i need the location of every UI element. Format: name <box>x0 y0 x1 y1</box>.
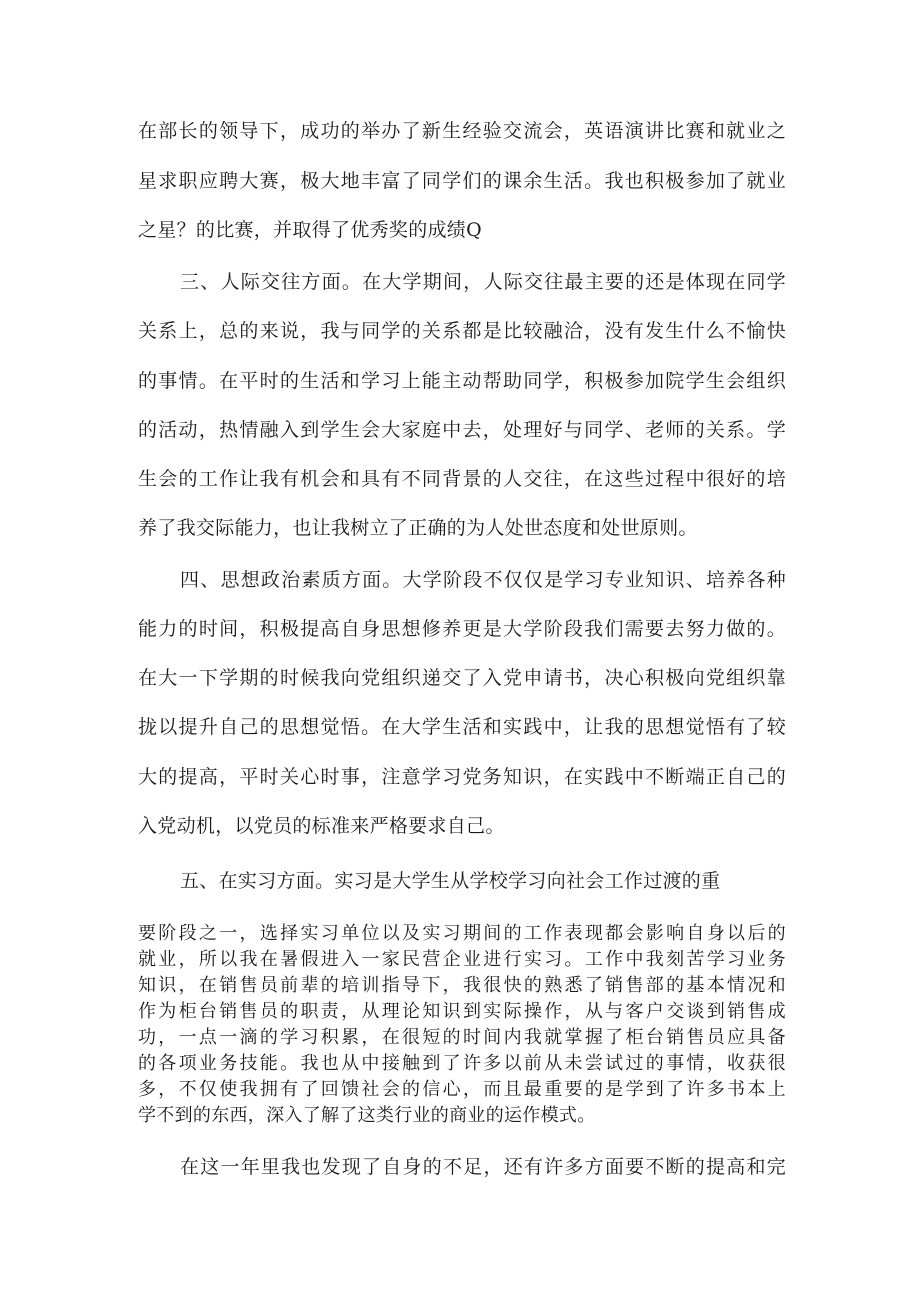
paragraph-line: 生会的工作让我有机会和具有不同背景的人交往，在这些过程中很好的培 <box>138 468 786 490</box>
paragraph-line: 的事情。在平时的生活和学习上能主动帮助同学，积极参加院学生会组织 <box>138 370 786 392</box>
paragraph-line: 拢以提升自己的思想觉悟。在大学生活和实践中，让我的思想觉悟有了较 <box>138 716 786 738</box>
paragraph-line: 星求职应聘大赛，极大地丰富了同学们的课余生活。我也积极参加了就业 <box>138 170 786 192</box>
paragraph-line: 要阶段之一，选择实习单位以及实习期间的工作表现都会影响自身以后的 <box>138 923 786 944</box>
paragraph-line: 入党动机，以党员的标准来严格要求自己。 <box>138 815 505 837</box>
paragraph-line: 的活动，热情融入到学生会大家庭中去，处理好与同学、老师的关系。学 <box>138 419 786 441</box>
paragraph-line: 能力的时间，积极提高自身思想修养更是大学阶段我们需要去努力做的。 <box>138 618 786 640</box>
paragraph-line: 知识，在销售员前辈的培训指导下，我很快的熟悉了销售部的基本情况和 <box>138 975 786 996</box>
paragraph-line: 功，一点一滴的学习积累，在很短的时间内我就掌握了柜台销售员应具备 <box>138 1027 786 1048</box>
paragraph-line: 关系上，总的来说，我与同学的关系都是比较融洽，没有发生什么不愉快 <box>138 320 786 342</box>
paragraph-line: 养了我交际能力，也让我树立了正确的为人处世态度和处世原则。 <box>138 517 698 539</box>
paragraph-line: 大的提高，平时关心时事，注意学习党务知识，在实践中不断端正自己的 <box>138 766 786 788</box>
paragraph-line: 的各项业务技能。我也从中接触到了许多以前从未尝试过的事情，收获很 <box>138 1053 786 1074</box>
paragraph-heading-line: 三、人际交往方面。在大学期间，人际交往最主要的还是体现在同学 <box>180 271 786 293</box>
paragraph-heading-line: 四、思想政治素质方面。大学阶段不仅仅是学习专业知识、培养各种 <box>180 569 786 591</box>
paragraph-line: 在部长的领导下，成功的举办了新生经验交流会，英语演讲比赛和就业之 <box>138 120 786 142</box>
paragraph-line: 多，不仅使我拥有了回馈社会的信心，而且最重要的是学到了许多书本上 <box>138 1079 786 1100</box>
paragraph-heading-line: 在这一年里我也发现了自身的不足，还有许多方面要不断的提高和完 <box>180 1156 786 1178</box>
paragraph-line: 之星？的比赛，并取得了优秀奖的成绩Q <box>138 219 482 241</box>
paragraph-line: 在大一下学期的时候我向党组织递交了入党申请书，决心积极向党组织靠 <box>138 667 786 689</box>
paragraph-line: 学不到的东西，深入了解了这类行业的商业的运作模式。 <box>138 1105 596 1126</box>
paragraph-line: 作为柜台销售员的职责，从理论知识到实际操作，从与客户交谈到销售成 <box>138 1001 786 1022</box>
paragraph-line: 就业，所以我在暑假进入一家民营企业进行实习。工作中我刻苦学习业务 <box>138 949 786 970</box>
paragraph-heading-line: 五、在实习方面。实习是大学生从学校学习向社会工作过渡的重 <box>180 870 721 892</box>
